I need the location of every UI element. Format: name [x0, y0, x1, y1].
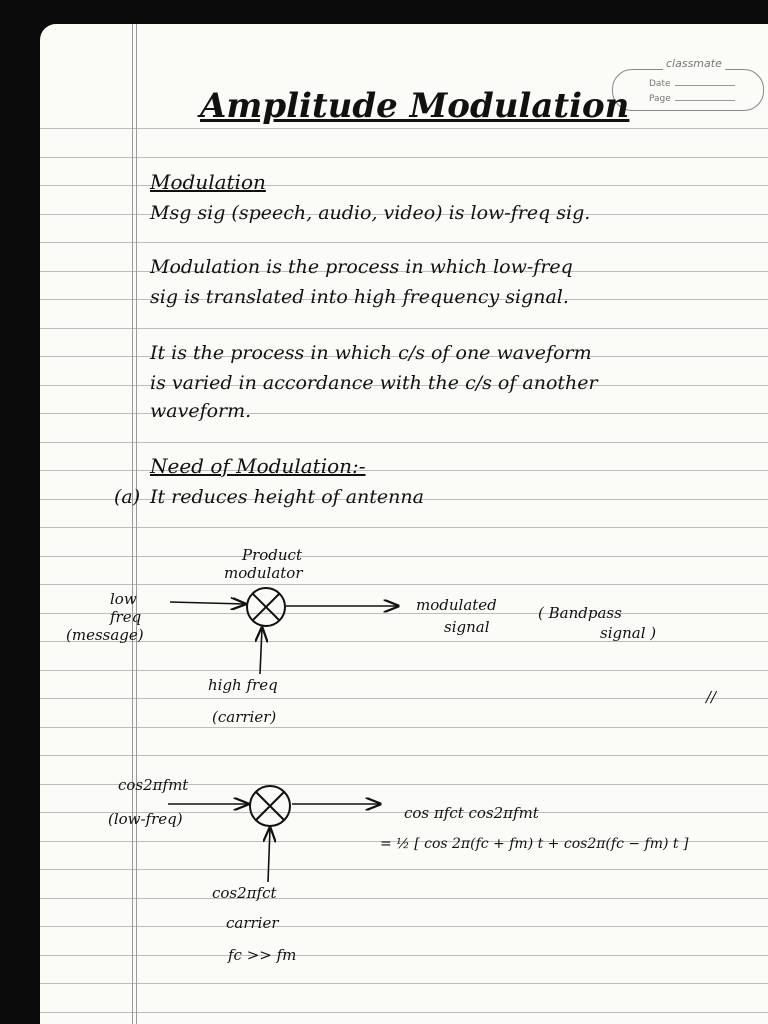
notebook-page	[40, 24, 768, 1024]
modulated-output-label: modulated	[416, 596, 497, 614]
message-input-label-2: cos2πfmt	[118, 776, 189, 794]
modulation-heading: Modulation	[150, 170, 266, 194]
product-formula: cos πfct cos2πfmt	[404, 804, 539, 822]
frequency-condition: fc >> fm	[228, 946, 297, 964]
note-line: sig is translated into high frequency signal.	[150, 286, 569, 308]
carrier-input-label-2: carrier	[226, 914, 279, 932]
modulated-output-label: signal	[444, 618, 490, 636]
bandpass-label: ( Bandpass	[538, 604, 622, 622]
page-title: Amplitude Modulation	[200, 86, 630, 126]
carrier-input-label-2: cos2πfct	[212, 884, 277, 902]
note-line: waveform.	[150, 400, 252, 422]
carrier-input-label: (carrier)	[212, 708, 277, 726]
bandpass-label: signal )	[600, 624, 657, 642]
multiplier-symbol	[250, 786, 290, 826]
multiplier-symbol	[247, 588, 285, 626]
diagram-drawings	[40, 24, 768, 1024]
carrier-arrow	[268, 828, 270, 882]
message-input-label: (message)	[66, 626, 144, 644]
product-modulator-label: modulator	[224, 564, 303, 582]
input-arrow	[170, 602, 245, 604]
list-marker: (a)	[114, 486, 141, 508]
product-modulator-label: Product	[242, 546, 302, 564]
page-label: Page	[649, 94, 671, 104]
need-heading: Need of Modulation:-	[150, 454, 366, 478]
note-line: It is the process in which c/s of one waveform	[150, 342, 592, 364]
product-expansion: = ½ [ cos 2π(fc + fm) t + cos2π(fc − fm) t ]	[380, 836, 689, 852]
message-input-label: freq	[110, 608, 142, 626]
carrier-arrow	[260, 628, 262, 674]
need-item: It reduces height of antenna	[150, 486, 424, 508]
note-line: is varied in accordance with the c/s of another	[150, 372, 598, 394]
stray-mark: //	[706, 688, 717, 706]
date-label: Date	[649, 79, 671, 89]
message-input-label: low	[110, 590, 137, 608]
message-input-label-2: (low-freq)	[108, 810, 183, 828]
brand-logo: classmate	[663, 57, 725, 70]
note-line: Msg sig (speech, audio, video) is low-freq sig.	[150, 202, 591, 224]
note-line: Modulation is the process in which low-freq	[150, 256, 573, 278]
carrier-input-label: high freq	[208, 676, 278, 694]
